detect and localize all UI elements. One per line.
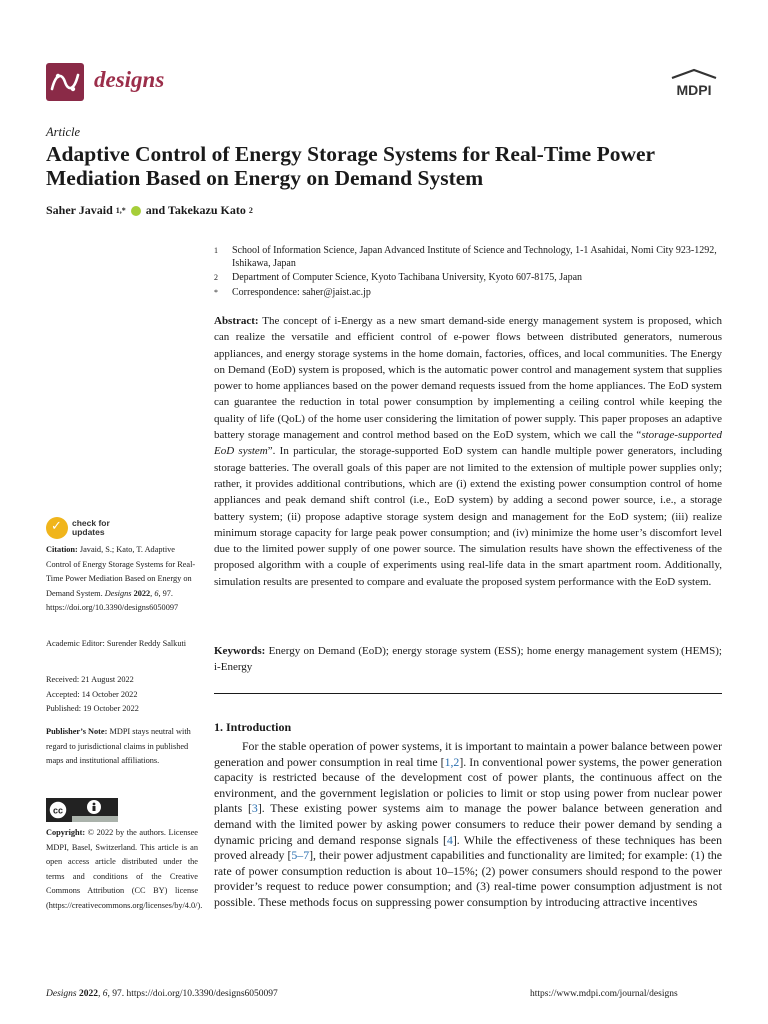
affiliation-mark: 2: [214, 273, 218, 282]
author-sup: 1,*: [115, 206, 126, 215]
citation-link[interactable]: 4: [446, 832, 453, 847]
received-date: Received: 21 August 2022: [46, 675, 134, 684]
abstract: [214, 313, 722, 590]
intro-text: ], their power adjustment capabilities and functionality are limited; for example: (1) the rate of power consumption reduction is about 10–15%; (2) power consumers should respond to the power provider’s request to reduce power consumption; and (3) real-time power consumption adjustment is not possible. These methods focus on suppressing power consumption by introducing attractive incentives: [214, 848, 723, 909]
publication-dates: [46, 673, 198, 717]
copyright-text: © 2022 by the authors. Licensee MDPI, Basel, Switzerland. This article is an open access article distributed under the terms and conditions of the Creative Commons Attribution (CC BY) license (https://creativecommons.org/licenses/by/4.0/).: [46, 828, 203, 910]
keywords: [214, 643, 722, 676]
abstract-label: Abstract:: [214, 315, 259, 327]
affiliation-mark: 1: [214, 246, 218, 255]
footer-doi[interactable]: , 97. https://doi.org/10.3390/designs6050097: [107, 989, 278, 999]
author-name[interactable]: Saher Javaid: [46, 203, 113, 217]
citation-journal: Designs: [104, 588, 132, 598]
citation-year: 2022: [131, 588, 151, 598]
copyright-label: Copyright:: [46, 828, 86, 837]
citation-doi[interactable]: , 97. https://doi.org/10.3390/designs6050097: [46, 588, 179, 612]
check-for-updates-button[interactable]: [46, 517, 110, 539]
journal-logo-icon: [46, 63, 84, 101]
intro-text: ]. While the effectiveness of these techniques has been proved already [: [214, 832, 722, 863]
author-sup: 2: [248, 206, 253, 215]
affiliation-mark: *: [214, 287, 218, 297]
intro-text: For the stable operation of power systems, it is important to maintain a power balance between power generation and power consumption in real time [: [214, 739, 722, 769]
keywords-text: Energy on Demand (EoD); energy storage system (ESS); home energy management system (HEMS); i-Energy: [214, 645, 722, 674]
article-title: Adaptive Control of Energy Storage Systems for Real-Time Power Mediation Based on Energy on Demand System: [46, 142, 655, 190]
abstract-italic: storage-supported EoD system: [214, 429, 722, 458]
publishers-note-label: Publisher’s Note:: [46, 727, 108, 736]
journal-name: designs: [94, 67, 165, 92]
affiliations: [214, 245, 724, 301]
footer-year: 2022: [76, 989, 98, 999]
orcid-icon[interactable]: [131, 206, 141, 216]
cc-by-license-icon[interactable]: [46, 798, 118, 822]
footer-journal: Designs: [46, 989, 77, 999]
footer-journal-url[interactable]: https://www.mdpi.com/journal/designs: [530, 989, 678, 999]
citation-link[interactable]: 1,2: [444, 754, 460, 769]
keywords-label: Keywords:: [214, 645, 266, 657]
intro-text: ]. These existing power systems aim to manage the power balance between generation and demand with the limited power by asking power consumers to reduce their power demand by sending a dynamic pricing and demand response signals [: [214, 801, 722, 847]
citation-link[interactable]: 5–7: [291, 848, 310, 863]
affiliation-text: School of Information Science, Japan Advanced Institute of Science and Technology, 1-1 Asahidai, Nomi City 923-1292, Ishikawa, Japan: [232, 245, 717, 269]
copyright-block: [46, 826, 203, 913]
correspondence-text[interactable]: Correspondence: saher@jaist.ac.jp: [232, 286, 371, 298]
published-date: Published: 19 October 2022: [46, 704, 139, 713]
academic-editor: Academic Editor: Surender Reddy Salkuti: [46, 639, 187, 648]
check-updates-line: updates: [72, 527, 105, 537]
affiliation-item: [214, 272, 724, 285]
check-updates-icon: [46, 517, 68, 539]
publishers-note: [46, 725, 198, 769]
citation-link[interactable]: 3: [251, 801, 258, 816]
affiliation-item: [214, 245, 724, 270]
intro-text: ]. In conventional power systems, the power generation capacity is restricted because of the development cost of power plants, the continuous affect on the environment, and the government legislation or policies to limit or stop using power from nuclear power plants [: [214, 754, 722, 816]
footer-volume: , 6: [98, 989, 108, 999]
accepted-date: Accepted: 14 October 2022: [46, 689, 138, 699]
mdpi-logo-icon: [668, 68, 720, 102]
intro-paragraph: [214, 739, 722, 911]
check-updates-label: [72, 519, 110, 537]
citation-text: Javaid, S.; Kato, T. Adaptive Control of Energy Storage Systems for Real-Time Power Mediation Based on Energy on Demand System.: [46, 545, 196, 598]
citation-label: Citation:: [46, 545, 78, 554]
abstract-text: The concept of i-Energy as a new smart demand-side energy management system is proposed, which can realize the versatile and efficient control of e-power flows between distributed generators, numerous appliances, and energy storage systems in the home domain, factories, offices, and local communities. The Energy on Demand (EoD) system is proposed, which is the automatic power control and management system that supplies power to home appliances based on the power demand requests issued from the home appliances. The EoD system can guarantee the reduction in total power consumption by implementing a ceiling control while keeping the quality of life (QoL) of the home user considering the limitation of power supply. This paper proposes an adaptive battery storage management and control method based on the EoD system, which we call the “: [214, 315, 722, 442]
affiliation-item: [214, 287, 724, 300]
publishers-note-text: MDPI stays neutral with regard to jurisdictional claims in published maps and institutional affiliations.: [46, 727, 191, 765]
author-list: [46, 203, 253, 218]
svg-text:cc: cc: [52, 805, 64, 816]
citation-volume: , 6: [150, 588, 159, 598]
abstract-text: ”. In particular, the storage-supported EoD system can handle multiple power generators, including storage batteries. The overall goals of this paper are not limited to the extension of multiple power supplies only; rather, it provides additional contributions, which are (i) extend the existing power consumption control of home appliances and peak demand shift control (i.e., EoD system) by adding a second power source, i.e., a storage battery system; (ii) propose adaptive storage system design and management for the EoD system; (iii) realize minimum storage capacity for large peak power consumption; and (iv) minimize the home user’s discomfort level due to the limited power supply of one power source. The simulation results have shown the effectiveness of the proposed algorithm with a couple of experiments using real-life data in the smart apartment room. Additionally, simulation results are presented to compare and evaluate the proposed system performance with the EoD system.: [214, 445, 722, 588]
publisher-name: MDPI: [676, 82, 712, 98]
article-type: Article: [46, 125, 81, 139]
check-updates-line: check for: [72, 518, 110, 528]
footer-citation: [46, 989, 278, 999]
section-heading: 1. Introduction: [214, 720, 292, 734]
section-divider: [214, 693, 722, 694]
citation-block: [46, 543, 198, 616]
affiliation-text: Department of Computer Science, Kyoto Tachibana University, Kyoto 607-8175, Japan: [232, 272, 583, 283]
author-name[interactable]: and Takekazu Kato: [145, 203, 246, 217]
